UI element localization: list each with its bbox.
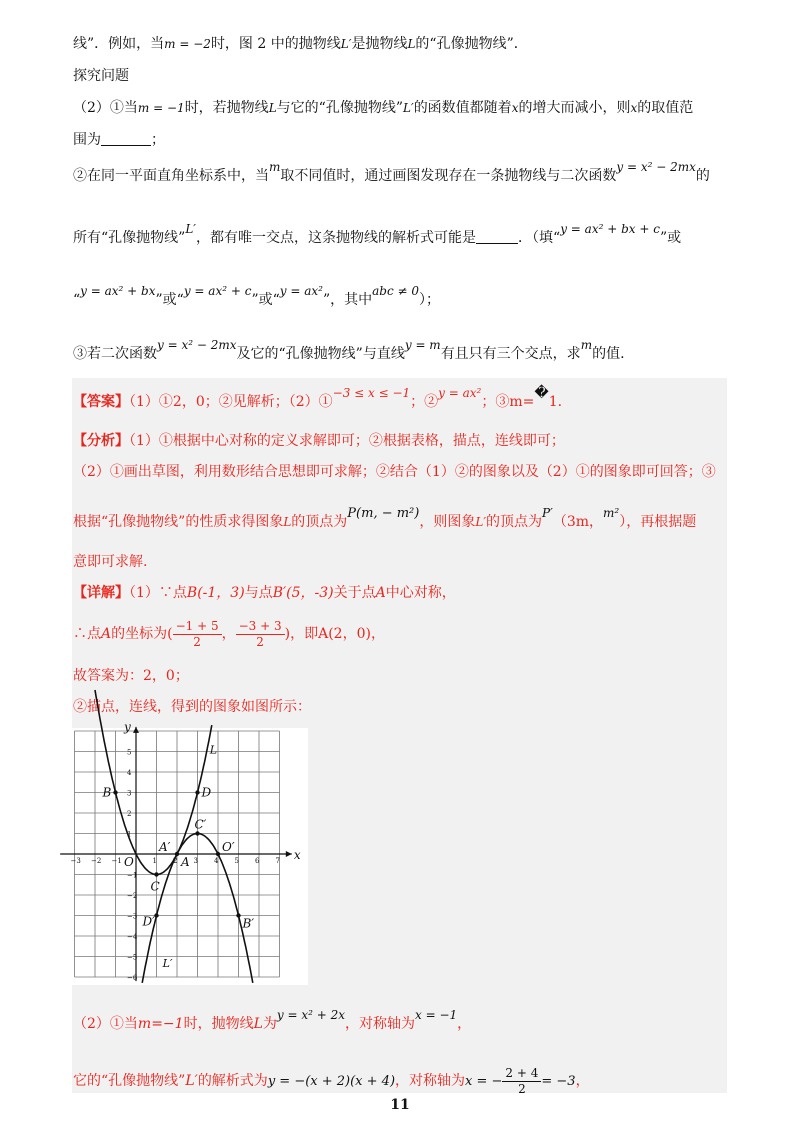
denominator: 2 — [256, 634, 264, 649]
text: A — [101, 626, 112, 642]
text: ”或“ — [155, 292, 184, 308]
x-tick-label: 5 — [234, 857, 239, 865]
math-expr: y = −(x + 2)(x + 4) — [267, 1074, 396, 1089]
math-expr: P(m, − m²) — [347, 506, 420, 521]
text: ，对称轴为 — [345, 1016, 416, 1032]
denominator: 2 — [518, 1081, 526, 1096]
text: ②在同一平面直角坐标系中，当 — [73, 168, 269, 184]
text: L — [253, 1016, 263, 1032]
detail-line-6 — [73, 1063, 590, 1100]
point-D′ — [154, 913, 158, 917]
text: 为 — [262, 1016, 277, 1032]
text: ，对称轴为 — [395, 1073, 466, 1089]
math-expr: −3 ≤ x ≤ −1 — [332, 386, 411, 400]
graph-svg — [70, 720, 308, 985]
text: ，则图象 — [419, 514, 476, 530]
math-expr: L — [268, 101, 277, 115]
x-tick-label: 4 — [214, 857, 219, 865]
y-tick-label: 3 — [127, 789, 132, 798]
text: 与它的“孔像抛物线” — [276, 100, 403, 116]
analysis-line-1 — [73, 431, 565, 451]
missing-glyph: � — [534, 385, 549, 401]
math-expr: x — [511, 101, 519, 115]
detail-line-4: ②描点，连线，得到的图象如图所示： — [73, 699, 311, 715]
math-expr: y = ax² — [438, 386, 482, 400]
y-axis-label: y — [124, 720, 131, 734]
text: B′(5，-3) — [272, 585, 334, 601]
x-tick-label: 1 — [152, 857, 157, 865]
math-expr: y = ax² + bx — [80, 284, 156, 298]
answer-line — [73, 385, 563, 412]
page-number: 11 — [390, 1097, 410, 1113]
text: （3m， — [552, 514, 604, 530]
numerator: −1 + 5 — [173, 619, 222, 635]
analysis-line-3 — [73, 506, 697, 533]
fraction — [502, 1066, 541, 1097]
text: 的取值范 — [637, 100, 694, 116]
math-expr: y = ax² — [279, 284, 323, 298]
text: 线”．例如，当 — [73, 36, 165, 52]
point-label: C — [150, 879, 160, 894]
math-expr: m² — [603, 506, 620, 520]
answer-label: 【答案】 — [73, 394, 129, 410]
text: 中心对称， — [385, 585, 456, 601]
detail-line-2 — [73, 614, 385, 654]
text: 时，图 2 中的抛物线 — [210, 36, 341, 52]
x-tick-label: 7 — [275, 857, 280, 865]
text: 的值. — [592, 346, 625, 362]
math-expr: m = −2 — [164, 37, 211, 51]
text: 取不同值时，通过画图发现存在一条抛物线与二次函数 — [280, 168, 617, 184]
text: 的顶点为 — [486, 514, 543, 530]
math-expr: L — [283, 515, 292, 529]
fraction — [173, 619, 222, 650]
text: “ — [73, 292, 81, 308]
y-tick-label: −2 — [127, 892, 138, 900]
detail-line-3: 故答案为：2，0； — [73, 668, 189, 684]
text: A — [375, 585, 386, 601]
math-expr: L′ — [185, 222, 197, 236]
point-label: D — [201, 785, 212, 800]
point-label: A′ — [159, 840, 171, 854]
text: A(2，0)， — [318, 626, 385, 642]
analysis-label: 【分析】 — [73, 433, 129, 449]
text: 与点 — [244, 585, 273, 601]
text: ．（填“ — [518, 230, 561, 246]
text: 及它的“孔像抛物线”与直线 — [236, 346, 405, 362]
text: 它的“孔像抛物线” — [73, 1073, 186, 1089]
text: ， — [221, 626, 236, 642]
text: )，即 — [284, 626, 319, 642]
text: 时，抛物线 — [183, 1016, 254, 1032]
text: ， — [457, 1016, 472, 1032]
x-tick-label: 6 — [255, 857, 260, 865]
math-expr: m — [580, 338, 593, 352]
point-label: O — [124, 855, 134, 869]
text: （1）①2，0；②见解析；（2）① — [129, 394, 333, 410]
text: 的 — [695, 168, 710, 184]
detail-line-5 — [73, 1008, 472, 1034]
detail-line-1 — [73, 583, 456, 603]
text: 根据“孔像抛物线”的性质求得图象 — [73, 514, 284, 530]
text: （1）①根据中心对称的定义求解即可；②根据表格，描点，连线即可； — [129, 433, 565, 449]
question-line-4 — [73, 130, 165, 150]
answer-blank — [101, 132, 151, 146]
text: 的解析式为 — [197, 1073, 268, 1089]
text: ∴点 — [73, 626, 101, 642]
math-expr: m — [269, 160, 281, 174]
y-tick-label: 2 — [127, 810, 132, 818]
math-expr: y = ax² + c — [183, 284, 252, 298]
question-line-1 — [73, 34, 528, 54]
text: ，都有唯一交点，这条抛物线的解析式可能是 — [196, 230, 477, 246]
text: ， — [575, 1073, 590, 1089]
point-D — [195, 790, 199, 794]
point-label: C′ — [194, 817, 207, 832]
text: L′ — [185, 1073, 198, 1089]
point-B — [113, 790, 117, 794]
point-label: B′ — [242, 916, 255, 931]
text: （1）∵点 — [129, 585, 187, 601]
question-line-6 — [73, 222, 682, 248]
text: ③若二次函数 — [73, 346, 157, 362]
math-expr: x = − — [465, 1074, 503, 1089]
math-expr: y = m — [404, 338, 441, 352]
y-tick-label: −5 — [127, 953, 138, 962]
text: ；② — [410, 394, 439, 410]
point-C — [154, 872, 158, 876]
x-tick-label: −1 — [111, 857, 122, 865]
math-expr: abc ≠ 0 — [372, 284, 420, 298]
fraction — [236, 619, 285, 650]
text: （2）①当 — [73, 100, 138, 116]
math-expr: x — [630, 101, 638, 115]
text: ），再根据题 — [619, 514, 697, 530]
graph-figure — [70, 720, 308, 985]
text: 的函数值都随着 — [413, 100, 512, 116]
x-axis-label: x — [293, 848, 301, 862]
denominator: 2 — [193, 634, 201, 649]
y-tick-label: −4 — [127, 933, 138, 941]
curve-L-label: L — [209, 743, 218, 757]
math-expr: x = −1 — [415, 1008, 458, 1022]
text: ”，其中 — [322, 292, 373, 308]
math-expr: = −3 — [541, 1074, 576, 1089]
point-label: D′ — [142, 914, 155, 929]
text: m= — [509, 394, 535, 410]
text: 的增大而减小，则 — [518, 100, 631, 116]
detail-label: 【详解】 — [73, 585, 129, 601]
numerator: 2 + 4 — [502, 1066, 541, 1082]
text: 围为 — [73, 132, 101, 148]
math-expr: m = −1 — [137, 101, 185, 115]
y-axis-arrow — [133, 727, 139, 733]
section-heading: 探究问题 — [73, 68, 129, 84]
text: 的顶点为 — [291, 514, 348, 530]
analysis-line-4: 意即可求解. — [73, 554, 148, 570]
text: m=−1 — [137, 1016, 184, 1032]
question-line-8 — [73, 338, 625, 364]
text: 的坐标为( — [111, 626, 173, 642]
x-tick-label: −2 — [91, 857, 102, 865]
curve-L-prime-label: L′ — [162, 956, 173, 970]
y-tick-label: 5 — [127, 748, 132, 757]
math-expr: L — [407, 37, 416, 51]
math-expr: L′ — [402, 101, 414, 115]
numerator: −3 + 3 — [236, 619, 285, 635]
text: ”或 — [659, 230, 682, 246]
question-line-5 — [73, 160, 710, 186]
x-tick-label: 3 — [193, 857, 198, 865]
math-expr: L′ — [475, 515, 487, 529]
analysis-line-2: （2）①画出草图，利用数形结合思想即可求解；②结合（1）②的图象以及（2）①的图象即可回答；③ — [73, 464, 716, 480]
answer-blank — [476, 230, 518, 244]
text: 时，若抛物线 — [184, 100, 269, 116]
y-tick-label: −6 — [127, 974, 138, 982]
math-expr: y = x² − 2mx — [616, 160, 696, 174]
question-line-7 — [73, 284, 441, 310]
point-label: B — [102, 785, 112, 800]
math-expr: y = x² − 2mx — [157, 338, 237, 352]
point-label: A — [181, 855, 190, 869]
y-tick-label: −3 — [127, 912, 138, 921]
point-O′ — [216, 852, 220, 856]
x-axis-arrow — [286, 851, 292, 857]
y-tick-label: 4 — [127, 769, 132, 777]
text: 所有“孔像抛物线” — [73, 230, 186, 246]
math-expr: y = x² + 2x — [276, 1008, 346, 1022]
math-expr: y = ax² + bx + c — [560, 222, 660, 236]
question-line-3 — [73, 98, 693, 118]
text: 的“孔像抛物线”． — [415, 36, 528, 52]
point-label: O′ — [222, 840, 235, 854]
text: 是抛物线 — [351, 36, 408, 52]
math-expr: P′ — [542, 506, 553, 520]
y-tick-label: −1 — [127, 871, 138, 880]
text: ； — [151, 132, 165, 148]
y-tick-label: 1 — [127, 830, 132, 839]
point-B′ — [236, 913, 240, 917]
point-C′ — [195, 831, 199, 835]
text: 有且只有三个交点，求 — [440, 346, 581, 362]
text: 1. — [548, 394, 563, 410]
point-A — [175, 852, 179, 856]
x-tick-label: −3 — [70, 857, 81, 865]
text: ”或“ — [251, 292, 280, 308]
text: （2）①当 — [73, 1016, 138, 1032]
text: ；③ — [481, 394, 510, 410]
x-tick-label: 2 — [173, 857, 178, 865]
text: ）； — [419, 292, 441, 308]
text: 关于点 — [333, 585, 376, 601]
math-expr: L′ — [340, 37, 352, 51]
text: B(-1，3) — [186, 585, 245, 601]
